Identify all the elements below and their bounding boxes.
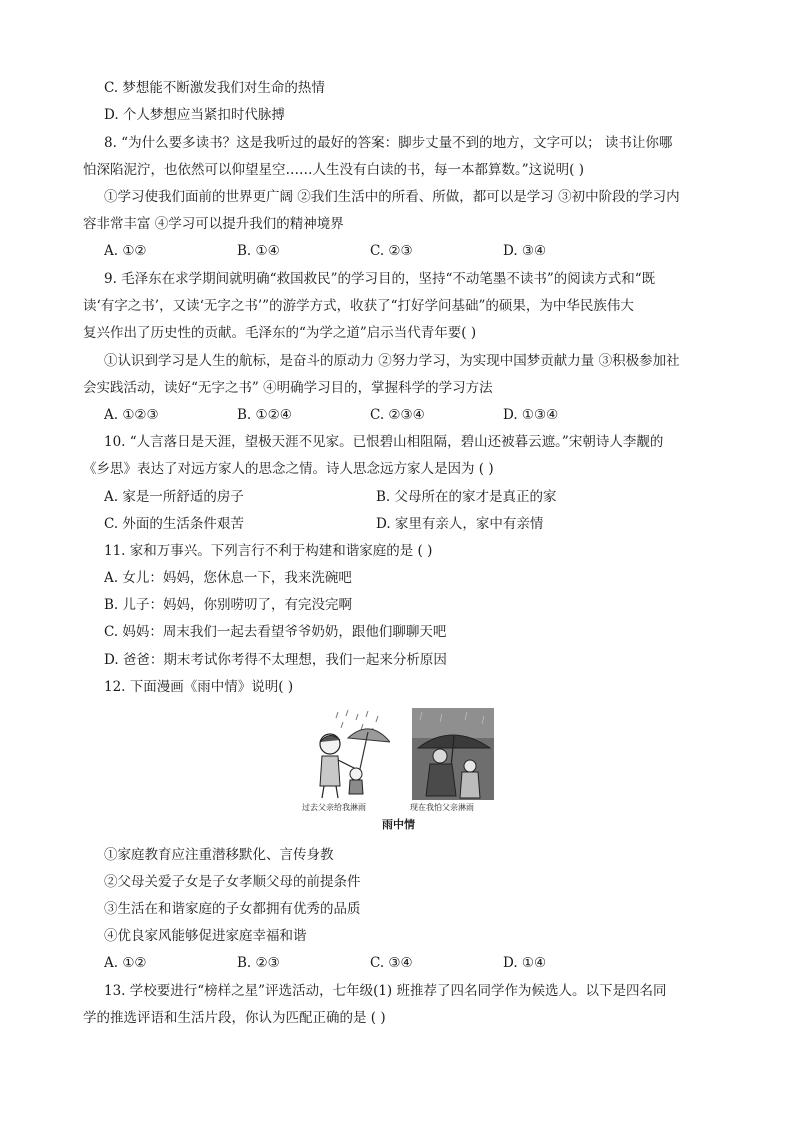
q9-stem-line2: 读‘有字之书’，又读‘无字之书’”的游学方式，收获了“打好学问基础”的硕果，为中华民族伟大 <box>83 298 634 314</box>
q8-option-b: B. ①④ <box>237 243 280 259</box>
cartoon-left-panel <box>308 708 390 800</box>
q12-statement-4: ④优良家风能够促进家庭幸福和谐 <box>104 928 307 944</box>
q12-option-b: B. ②③ <box>237 955 280 971</box>
cartoon-right-panel <box>412 708 494 800</box>
q9-stem-line1: 9. 毛泽东在求学期间就明确“救国救民”的学习目的，坚持“不动笔墨不读书”的阅读方式和“既 <box>104 271 656 287</box>
q9-option-d: D. ①③④ <box>503 407 559 423</box>
q7-option-d: D. 个人梦想应当紧扣时代脉搏 <box>104 107 285 123</box>
q10-option-d: D. 家里有亲人，家中有亲情 <box>376 516 544 532</box>
q13-stem-line2: 学的推选评语和生活片段，你认为匹配正确的是 ( ) <box>83 1010 386 1026</box>
q8-option-c: C. ②③ <box>370 243 413 259</box>
q10-option-b: B. 父母所在的家才是真正的家 <box>376 489 557 505</box>
q9-stem-line3: 复兴作出了历史性的贡献。毛泽东的“为学之道”启示当代青年要( ) <box>83 325 477 341</box>
caption-left: 过去父亲给我淋雨 <box>302 803 366 812</box>
q9-option-a: A. ①②③ <box>104 407 159 423</box>
q9-statements-line1: ①认识到学习是人生的航标，是奋斗的原动力 ②努力学习，为实现中国梦贡献力量 ③积极参加社 <box>104 353 680 369</box>
q11-option-d: D. 爸爸：期末考试你考得不太理想，我们一起来分析原因 <box>104 652 447 668</box>
q13-stem-line1: 13. 学校要进行“榜样之星”评选活动，七年级(1) 班推荐了四名同学作为候选人。以下是四名同 <box>104 983 667 999</box>
q8-option-d: D. ③④ <box>503 243 547 259</box>
q8-stem-line2: 怕深陷泥泞，也依然可以仰望星空……人生没有白读的书，每一本都算数。”这说明( ) <box>83 162 584 178</box>
q8-stem-line1: 8. “为什么要多读书？这是我听过的最好的答案：脚步丈量不到的地方，文字可以； 读书让你哪 <box>104 135 673 151</box>
q12-stem: 12. 下面漫画《雨中情》说明( ) <box>104 679 294 695</box>
q12-option-c: C. ③④ <box>370 955 413 971</box>
q10-option-c: C. 外面的生活条件艰苦 <box>104 516 244 532</box>
cartoon-figure <box>302 708 492 831</box>
q8-option-a: A. ①② <box>104 243 147 259</box>
q10-stem-line1: 10. “人言落日是天涯，望极天涯不见家。已恨碧山相阻隔，碧山还被暮云遮。”宋朝诗人李觏的 <box>104 434 664 450</box>
q12-statement-3: ③生活在和谐家庭的子女都拥有优秀的品质 <box>104 901 361 917</box>
q12-statement-2: ②父母关爱子女是子女孝顺父母的前提条件 <box>104 874 361 890</box>
q12-option-d: D. ①④ <box>503 955 547 971</box>
figure-title: 雨中情 <box>382 818 415 831</box>
q11-option-b: B. 儿子：妈妈，你别唠叨了，有完没完啊 <box>104 597 353 613</box>
q9-statements-line2: 会实践活动，读好“无字之书” ④明确学习目的，掌握科学的学习方法 <box>83 380 493 396</box>
q12-option-a: A. ①② <box>104 955 147 971</box>
q12-statement-1: ①家庭教育应注重潜移默化、言传身教 <box>104 847 334 863</box>
q10-option-a: A. 家是一所舒适的房子 <box>104 489 244 505</box>
q7-option-c: C. 梦想能不断激发我们对生命的热情 <box>104 80 325 96</box>
q8-statements-line2: 容非常丰富 ④学习可以提升我们的精神境界 <box>83 216 344 232</box>
q8-statements-line1: ①学习使我们面前的世界更广阔 ②我们生活中的所看、所做，都可以是学习 ③初中阶段的学习内 <box>104 189 680 205</box>
caption-right: 现在我怕父亲淋雨 <box>410 803 474 812</box>
q11-option-c: C. 妈妈：周末我们一起去看望爷爷奶奶，跟他们聊聊天吧 <box>104 624 447 640</box>
q11-option-a: A. 女儿：妈妈，您休息一下，我来洗碗吧 <box>104 570 352 586</box>
q9-option-b: B. ①②④ <box>237 407 292 423</box>
q9-option-c: C. ②③④ <box>370 407 425 423</box>
q11-stem: 11. 家和万事兴。下列言行不利于构建和谐家庭的是 ( ) <box>104 543 433 559</box>
q10-stem-line2: 《乡思》表达了对远方家人的思念之情。诗人思念远方家人是因为 ( ) <box>83 461 494 477</box>
